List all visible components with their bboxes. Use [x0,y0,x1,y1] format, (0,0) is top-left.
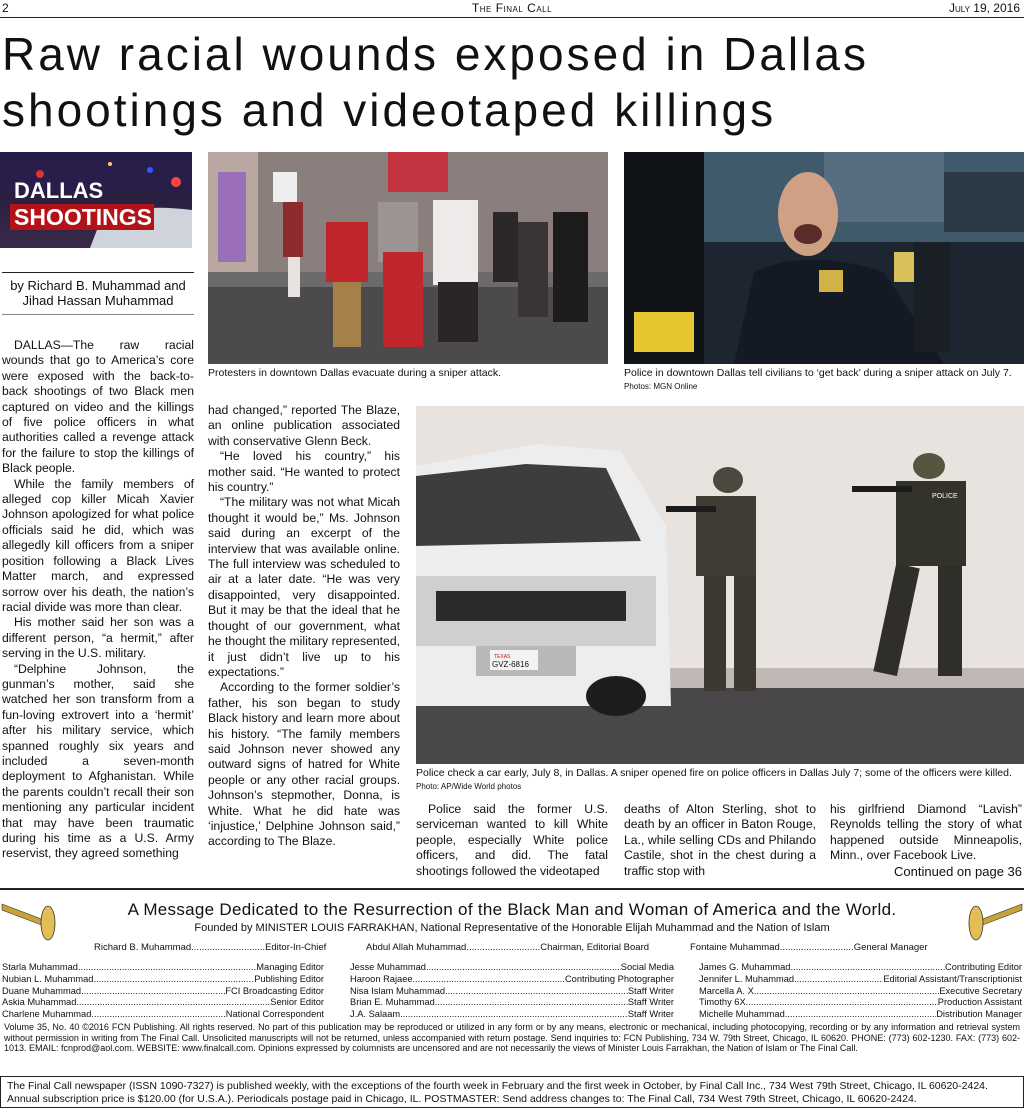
paper-name: The Final Call [471,1,553,15]
staff-row: Jennifer L. Muhammad ..... Editorial Assistant/Transcriptionist [699,974,1022,986]
article-column-1 [2,338,194,862]
byline: by Richard B. Muhammad and Jihad Hassan Muhammad [2,272,194,315]
leader-name: Richard B. Muhammad [94,942,192,953]
staff-row: J.A. Salaam ..... Staff Writer [350,1009,674,1021]
col1-paragraph-3: His mother said her son was a different person, “a hermit,” after serving in the U.S. military. [2,615,194,661]
page-number: 2 [2,1,9,15]
headline: Raw racial wounds exposed in Dallas shootings and videotaped killings [2,28,869,136]
col2-paragraph-1: had changed,” reported The Blaze, an online publication associated with conservative Glenn Beck. [208,403,400,448]
protesters-photo [208,152,608,364]
staff-row: James G. Muhammad ..... Contributing Editor [699,962,1022,974]
leader-role: Chairman, Editorial Board [540,942,650,953]
police-downtown-caption-text: Police in downtown Dallas tell civilians to ‘get back’ during a sniper attack on July 7. [624,367,1012,379]
car-check-credit: Photo: AP/Wide World photos [416,782,522,791]
col1-paragraph-2: While the family members of alleged cop killer Micah Xavier Johnson apologized for what police officials said he did, which was allegedly kill officers from a sniper position following a Black Lives Matter march, and expressed sorrow over his death, the nation’s racial divide was more than clear. [2,476,194,614]
col3-paragraph-1: Police said the former U.S. serviceman wanted to kill White people, especially White police officers, and did. The fatal shootings followed the videotaped [416,802,608,878]
leader-role: General Manager [853,942,928,953]
col5-paragraph-1: his girlfriend Diamond “Lavish” Reynolds telling the story of what happened outside Minneapolis, Minn., over Facebook Live. [830,802,1022,863]
svg-text:DALLAS: DALLAS [14,178,104,203]
staff-row: Nisa Islam Muhammad ..... Staff Writer [350,986,674,998]
staff-row: Jesse Muhammad ..... Social Media [350,962,674,974]
leader-name: Fontaine Muhammad [690,942,780,953]
car-check-caption [416,767,1024,793]
page-header [0,0,1024,18]
staff-row: Duane Muhammad ..... FCI Broadcasting Editor [2,986,324,998]
dallas-shootings-logo [0,152,192,248]
staff-row: Askia Muhammad ..... Senior Editor [2,997,324,1009]
staff-column-3 [699,962,1022,1021]
staff-row: Charlene Muhammad ..... National Correspondent [2,1009,324,1021]
svg-text:SHOOTINGS: SHOOTINGS [14,204,153,230]
masthead-leader-3: Fontaine Muhammad............................General Manager [690,942,928,953]
col1-paragraph-4: “Delphine Johnson, the gunman’s mother, said she watched her son transform from a fun-loving extrovert into a ‘hermit’ after his military service, which spanned roughly six years and included a seven-month deployment to Afghanistan. While the parents couldn’t recall their son mentioning any particular incident that may have been traumatic during his time as a U.S. Army reservist, they agreed something [2,661,194,861]
masthead-leader-1: Richard B. Muhammad............................Editor-In-Chief [94,942,327,953]
police-car-check-photo [416,406,1024,764]
staff-row: Michelle Muhammad ..... Distribution Manager [699,1009,1022,1021]
svg-text:POLICE: POLICE [932,493,958,500]
publication-notice: The Final Call newspaper (ISSN 1090-7327) is published weekly, with the exceptions of the fourth week in February and the first week in October, by Final Call Inc., 734 West 79th Street, Chicago, IL 60620-2424. Annual subscription price is $120.00 (for U.S.A.). Periodicals postage paid in Chicago, IL. POSTMASTER: Send address changes to: The Final Call, 734 West 79th Street, Chicago, IL 60620-2424. [0,1076,1024,1108]
leader-role: Editor-In-Chief [265,942,327,953]
police-downtown-credit: Photos: MGN Online [624,382,698,391]
svg-text:TEXAS: TEXAS [494,654,511,660]
staff-row: Brian E. Muhammad ..... Staff Writer [350,997,674,1009]
col4-paragraph-1: deaths of Alton Sterling, shot to death by an officer in Baton Rouge, La., while selling CDs and Philando Castile, shot in the chest during a traffic stop with [624,802,816,878]
staff-row: Nubian L. Muhammad ..... Publishing Editor [2,974,324,986]
staff-column-2 [350,962,674,1021]
copyright-notice: Volume 35, No. 40 ©2016 FCN Publishing. All rights reserved. No part of this publication may be reproduced or utilized in any form or by any means, electronic or mechanical, including photocopying, recording or by any information and retrieval system without permission in writing from The Final Call. Unsolicited manuscripts will not be returned, unless accompanied with return postage. Send inquiries to: FCN Publishing, 734 W. 79th Street, Chicago, IL 60620. PHONE: (773) 602-1230. FAX: (773) 602-1013. EMAIL: fcnprod@aol.com. WEBSITE: www.finalcall.com. Opinions expressed by columnists are uncensored and are not necessarily the views of Minister Louis Farrakhan, the Nation of Islam or The Final Call. [4,1022,1020,1053]
staff-row: Timothy 6X ..... Production Assistant [699,997,1022,1009]
col2-paragraph-2: “He loved his country,” his mother said. “He wanted to protect his country.” [208,449,400,495]
leader-name: Abdul Allah Muhammad [366,942,467,953]
staff-row: Haroon Rajaee ..... Contributing Photographer [350,974,674,986]
article-column-2 [208,403,400,850]
col2-paragraph-3: “The military was not what Micah thought it would be,” Ms. Johnson said during an excerpt of the interview that was available online. The full interview was scheduled to air at a later date. “He was very disappointed, very disappointed. But it may be that the ideal that he thought of our government, what he thought the military represented, it just didn’t live up to his expectations.” [208,495,400,679]
police-downtown-caption [624,367,1024,393]
svg-text:GVZ-6816: GVZ-6816 [492,660,529,669]
masthead-leader-2: Abdul Allah Muhammad............................Chairman, Editorial Board [366,942,650,953]
police-downtown-photo [624,152,1024,364]
car-check-caption-text: Police check a car early, July 8, in Dallas. A sniper opened fire on police officers in Dallas July 7; some of the officers were killed. [416,767,1012,779]
protesters-caption: Protesters in downtown Dallas evacuate during a sniper attack. [208,367,501,379]
col1-paragraph-1: DALLAS—The raw racial wounds that go to America’s core were exposed with the back-to-back shootings of two Black men captured on video and the killings of five police officers in what authorities called a revenge attack for the failure to stop the killings of Black people. [2,338,194,476]
masthead [0,888,1024,1020]
trumpet-right-icon [964,894,1024,942]
article-column-5 [830,802,1022,879]
article-column-3 [416,802,608,879]
continued-on-page: Continued on page 36 [894,863,1022,879]
masthead-subtitle: Founded by MINISTER LOUIS FARRAKHAN, National Representative of the Honorable Elijah Muhammad and the Nation of Islam [194,922,830,934]
masthead-title: A Message Dedicated to the Resurrection of the Black Man and Woman of America and the World. [127,900,897,919]
article-column-4 [624,802,816,879]
staff-row: Starla Muhammad ..... Managing Editor [2,962,324,974]
col2-paragraph-4: According to the former soldier’s father, his son began to study Black history and learn more about his history. “The family members said Johnson never showed any outward signs of hatred for White people or any other racial groups. Johnson’s stepmother, Donna, is White. What he did hate was ‘injustice,’ Delphine Johnson said,” according to The Blaze. [208,680,400,849]
staff-column-1 [2,962,324,1021]
staff-row: Marcella A. X ..... Executive Secretary [699,986,1022,998]
issue-date: July 19, 2016 [948,1,1020,15]
